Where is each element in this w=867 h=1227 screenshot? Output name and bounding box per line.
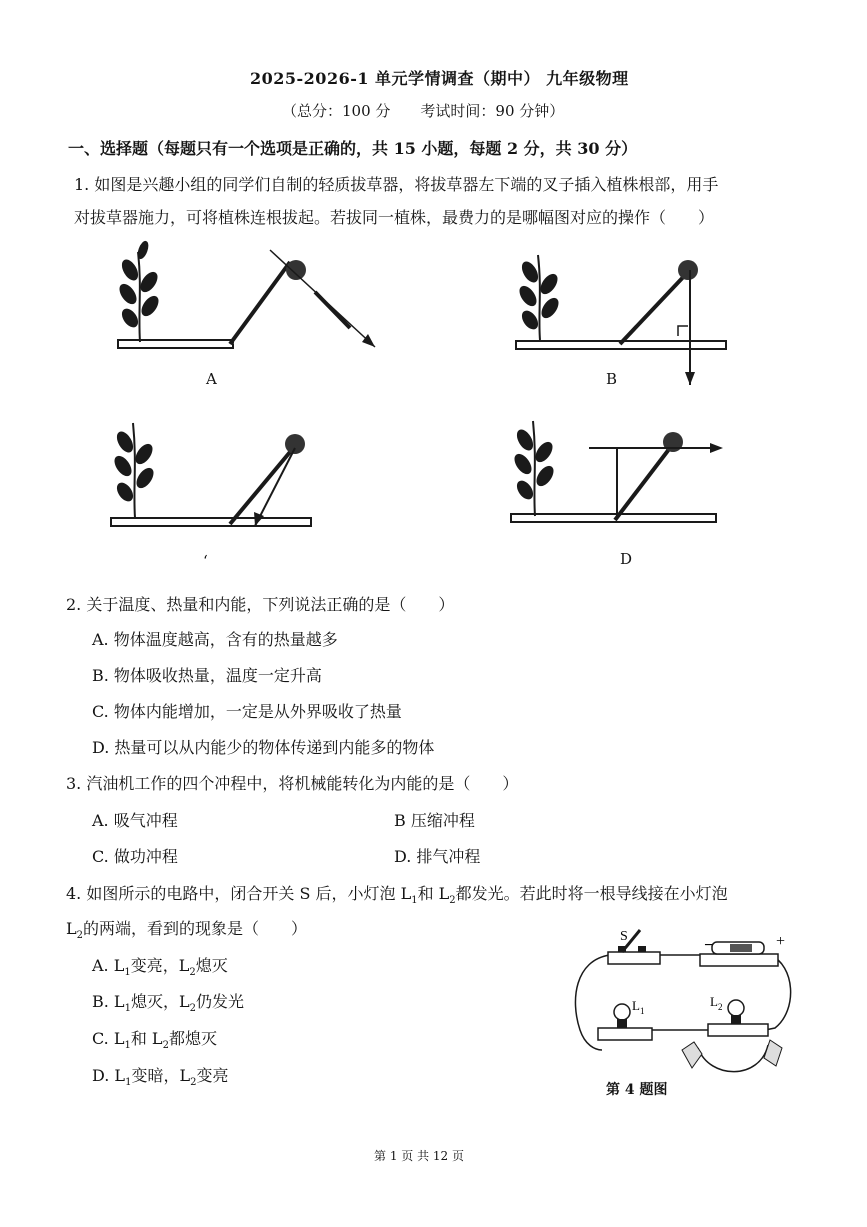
question-4-option-a: A. $L_1$变亮，$L_2$熄灭 [92, 956, 228, 979]
switch-icon [608, 930, 660, 964]
page-footer: 第 1 页 共 12 页 [374, 1149, 464, 1163]
figure-a-label: A [206, 370, 217, 388]
question-2-option-b: B. 物体吸收热量，温度一定升高 [92, 666, 322, 685]
plant-icon [517, 255, 561, 340]
plant-icon [112, 423, 156, 518]
plant-icon [117, 240, 161, 342]
bulb-l1-label: $L_1$ [632, 998, 645, 1016]
question-2-option-a: A. 物体温度越高，含有的热量越多 [92, 630, 338, 649]
page-subtitle: （总分：100 分 考试时间：90 分钟） [282, 102, 565, 120]
question-4-stem-line1: 4. 如图所示的电路中，闭合开关 S 后，小灯泡 $L_1$和 $L_2$都发光。若此时将一根导线接在小灯泡 [66, 884, 728, 907]
question-2-option-c: C. 物体内能增加，一定是从外界吸收了热量 [92, 702, 402, 721]
figure-b-label: B [606, 370, 618, 388]
question-1-line2: 对拔草器施力，可将植株连根拔起。若拔同一植株，最费力的是哪幅图对应的操作（ ） [74, 208, 715, 227]
page-title: 2025-2026-1 单元学情调查（期中） 九年级物理 [250, 69, 629, 88]
hand-icon [682, 1040, 782, 1068]
switch-label: S [620, 929, 628, 944]
circuit-figure [570, 920, 810, 1090]
question-3-option-d: D. 排气冲程 [394, 847, 481, 866]
question-4-option-d: D. $L_1$变暗，$L_2$变亮 [92, 1066, 229, 1089]
figure-4-caption: 第 4 题图 [606, 1082, 668, 1098]
bulb-l2-label: $L_2$ [710, 994, 723, 1012]
figure-b [510, 240, 780, 390]
question-4-option-b: B. $L_1$熄灭，$L_2$仍发光 [92, 992, 244, 1015]
question-1-line1: 1. 如图是兴趣小组的同学们自制的轻质拔草器，将拔草器左下端的叉子插入植株根部，用手 [74, 175, 719, 194]
question-2-stem: 2. 关于温度、热量和内能，下列说法正确的是（ ） [66, 595, 455, 614]
question-3-option-b: B 压缩冲程 [394, 811, 475, 830]
figure-a [110, 232, 390, 362]
battery-minus-label: − [704, 937, 714, 954]
figure-c-mark: ‘ [203, 552, 208, 570]
question-3-option-c: C. 做功冲程 [92, 847, 178, 866]
figure-d [505, 406, 775, 536]
question-4-option-c: C. $L_1$和 $L_2$都熄灭 [92, 1029, 217, 1052]
section-heading: 一、选择题（每题只有一个选项是正确的，共 15 小题，每题 2 分，共 30 分） [68, 139, 638, 158]
figure-d-label: D [620, 550, 633, 568]
figure-c [105, 408, 385, 538]
question-2-option-d: D. 热量可以从内能少的物体传递到内能多的物体 [92, 738, 435, 757]
question-3-option-a: A. 吸气冲程 [92, 811, 178, 830]
battery-plus-label: + [776, 933, 786, 950]
plant-icon [512, 421, 556, 516]
question-4-stem-line2: $L_2$的两端，看到的现象是（ ） [66, 919, 308, 942]
question-3-stem: 3. 汽油机工作的四个冲程中，将机械能转化为内能的是（ ） [66, 774, 519, 793]
